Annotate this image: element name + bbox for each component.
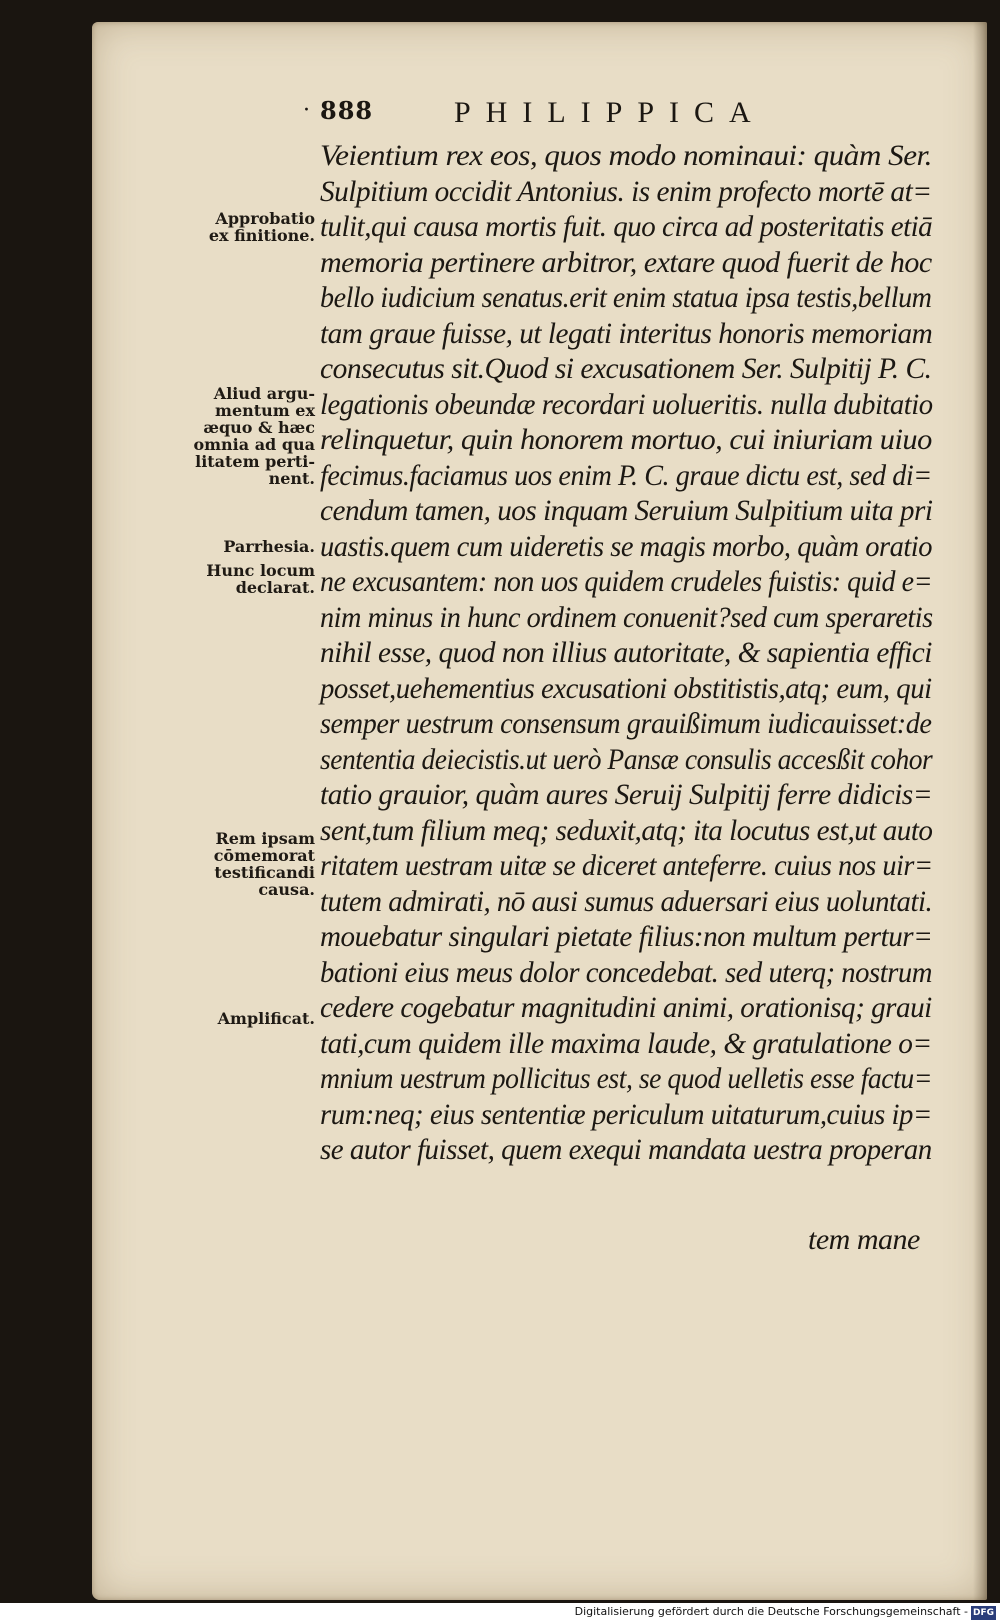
- text-line: se autor fuisset, quem exequi mandata uestra properan: [320, 1133, 932, 1166]
- page-number: 888: [320, 96, 374, 125]
- body-text: [320, 138, 940, 1168]
- footer-bar: [0, 1603, 1000, 1623]
- margin-note-line: Parrhesia.: [223, 537, 315, 556]
- margin-note-line: Hunc locum: [206, 561, 315, 580]
- text-line: tulit,qui causa mortis fuit. quo circa ad posteritatis etiā: [320, 210, 933, 243]
- margin-note-line: causa.: [258, 880, 315, 899]
- text-line: posset,uehementius excusationi obstitistis,atq; eum, qui: [320, 671, 932, 705]
- text-line: sententia deiecistis.ut uerò Pansæ consulis accesßit cohor: [320, 742, 933, 776]
- text-line: bationi eius meus dolor concedebat. sed uterq; nostrum: [320, 955, 932, 989]
- text-line: tutem admirati, nō ausi sumus aduersari eius uoluntati.: [320, 884, 933, 918]
- text-line: sent,tum filium meq; seduxit,atq; ita locutus est,ut auto: [320, 813, 933, 847]
- text-line: tati,cum quidem ille maxima laude, & gratulatione o=: [320, 1026, 932, 1060]
- margin-note-approbatio: [209, 210, 315, 244]
- text-line: ne excusantem: non uos quidem crudeles fuistis: quid e=: [320, 565, 932, 598]
- margin-note-aliud: [193, 385, 315, 487]
- text-line: rum:neq; eius sententiæ periculum uitaturum,cuius ip=: [320, 1097, 932, 1131]
- text-line: cendum tamen, uos inquam Seruium Sulpitium uita pri: [320, 494, 933, 527]
- text-line: ritatem uestram uitæ se diceret anteferre. cuius nos uir=: [320, 849, 933, 882]
- text-line: memoria pertinere arbitror, extare quod fuerit de hoc: [320, 245, 932, 279]
- margin-note-amplificat: [218, 1010, 315, 1027]
- margin-note-line: mentum ex: [215, 401, 315, 420]
- margin-note-rem-ipsam: [214, 830, 315, 898]
- margin-note-line: litatem perti-: [195, 452, 315, 471]
- text-line: consecutus sit.Quod si excusationem Ser. Sulpitij P. C.: [320, 352, 932, 385]
- text-line: Sulpitium occidit Antonius. is enim profecto mortē at=: [320, 174, 932, 208]
- text-line: relinquetur, quin honorem mortuo, cui iniuriam uiuo: [320, 423, 932, 456]
- margin-note-line: Rem ipsam: [215, 829, 315, 848]
- catchword: tem mane: [808, 1223, 920, 1256]
- margin-note-line: cōmemorat: [213, 846, 315, 865]
- text-line: semper uestrum consensum grauißimum iudicauisset:de: [320, 707, 932, 740]
- text-line: fecimus.faciamus uos enim P. C. graue dictu est, sed di=: [320, 458, 932, 492]
- text-line: cedere cogebatur magnitudini animi, orationisq; graui: [320, 991, 932, 1024]
- margin-note-line: omnia ad qua: [193, 435, 315, 454]
- margin-note-line: declarat.: [235, 578, 315, 597]
- text-line: mouebatur singulari pietate filius:non multum pertur=: [320, 920, 933, 953]
- margin-note-line: Amplificat.: [217, 1009, 315, 1028]
- margin-note-parrhesia: [223, 538, 315, 555]
- folio-dot: ·: [303, 98, 310, 123]
- margin-note-line: æquo & hæc: [203, 418, 315, 437]
- margin-note-hunc-locum: [206, 562, 315, 596]
- text-line: uastis.quem cum uideretis se magis morbo, quàm oratio: [320, 529, 932, 563]
- text-line: bello iudicium senatus.erit enim statua ipsa testis,bellum: [320, 281, 932, 314]
- text-line: nim minus in hunc ordinem conuenit?sed cum speraretis: [320, 600, 933, 634]
- text-line: tatio grauior, quàm aures Seruij Sulpitij ferre didicis=: [320, 778, 933, 811]
- footer-credit: Digitalisierung gefördert durch die Deutsche Forschungsgemeinschaft -: [574, 1605, 968, 1618]
- text-line: mnium uestrum pollicitus est, se quod uelletis esse factu=: [320, 1062, 932, 1095]
- margin-note-line: nent.: [268, 469, 315, 488]
- dfg-logo: DFG: [972, 1608, 994, 1618]
- text-line: Veientium rex eos, quos modo nominaui: quàm Ser.: [320, 139, 932, 172]
- margin-note-line: testificandi: [214, 863, 315, 882]
- text-line: tam graue fuisse, ut legati interitus honoris memoriam: [320, 316, 933, 350]
- margin-note-line: ex finitione.: [208, 226, 315, 245]
- text-line: legationis obeundæ recordari uolueritis. nulla dubitatio: [320, 387, 933, 421]
- page-header: [0, 96, 1000, 136]
- margin-note-line: Approbatio: [215, 209, 315, 228]
- running-title: PHILIPPICA: [454, 96, 766, 129]
- margin-note-line: Aliud argu-: [213, 384, 315, 403]
- text-line: nihil esse, quod non illius autoritate, & sapientia effici: [320, 636, 932, 669]
